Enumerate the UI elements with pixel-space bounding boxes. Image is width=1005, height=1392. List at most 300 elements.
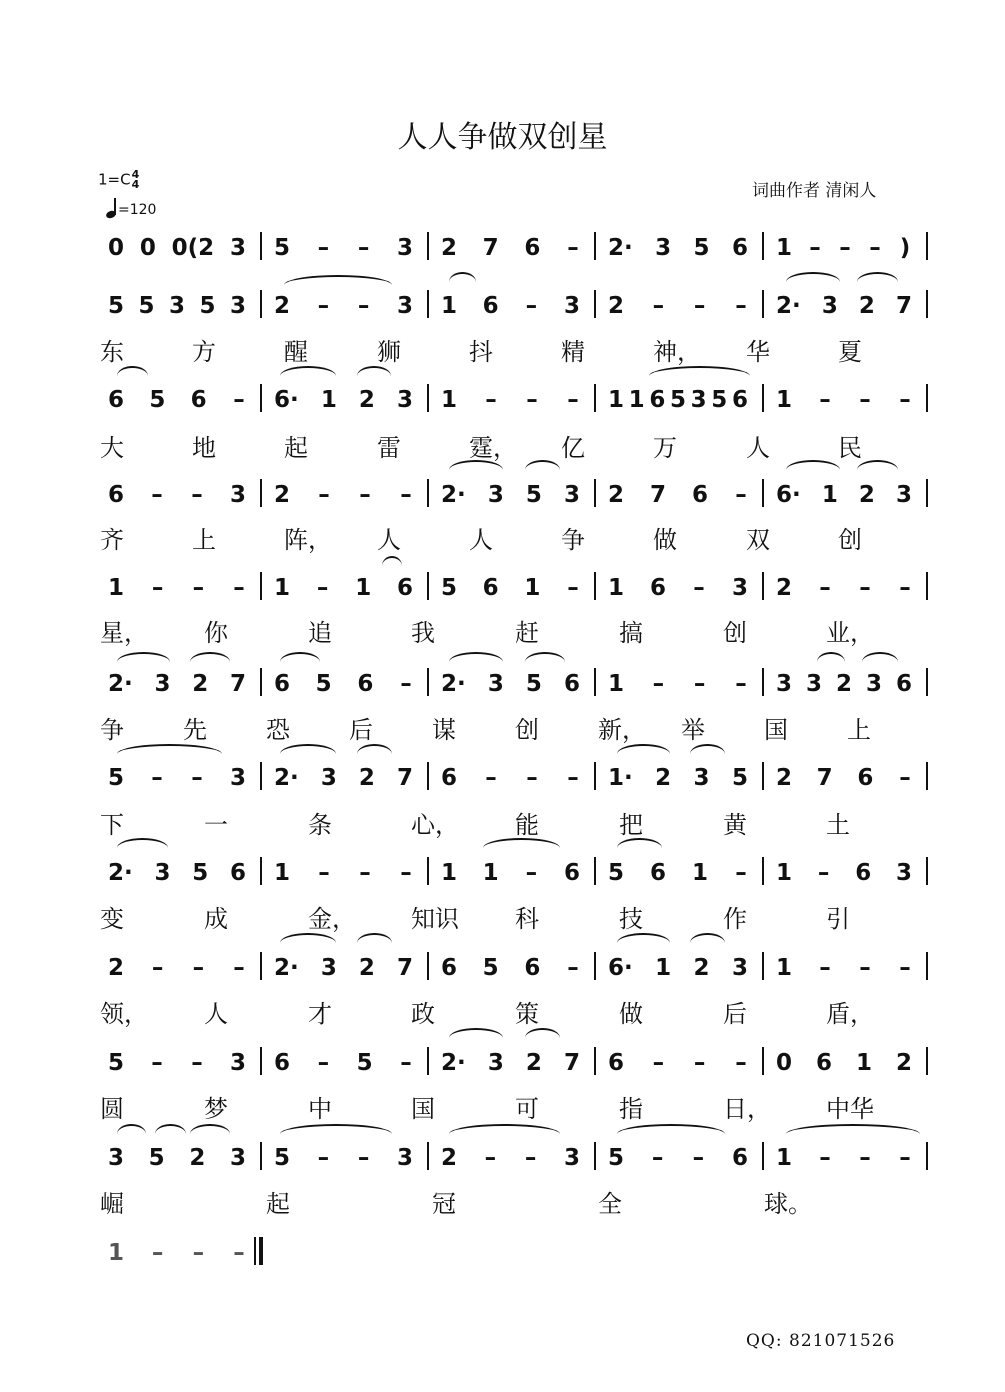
lyric-word: 方 bbox=[192, 338, 216, 366]
lyric-word: 心， bbox=[411, 811, 459, 839]
note: 1 bbox=[776, 860, 793, 886]
note: 1 bbox=[821, 482, 838, 508]
note: 1 bbox=[608, 575, 625, 601]
lyric-word: 全 bbox=[598, 1190, 622, 1218]
lyric-word: 变 bbox=[100, 905, 124, 933]
barline bbox=[594, 572, 596, 600]
note: 6 bbox=[563, 860, 580, 886]
note: 1· bbox=[608, 765, 633, 791]
measure bbox=[776, 568, 912, 608]
note: – bbox=[809, 235, 821, 261]
note: 3 bbox=[655, 235, 672, 261]
lyric-word: 引 bbox=[826, 905, 850, 933]
note: 6 bbox=[608, 1050, 625, 1076]
time-bottom: 4 bbox=[131, 178, 140, 191]
note: 2 bbox=[525, 1050, 542, 1076]
note: ) bbox=[899, 235, 911, 261]
note: 7 bbox=[650, 482, 667, 508]
lyric-word: 抖 bbox=[469, 338, 493, 366]
score-row bbox=[100, 1138, 940, 1178]
note: – bbox=[859, 1145, 871, 1171]
lyric-word: 圆 bbox=[100, 1095, 124, 1123]
slur-mark bbox=[357, 366, 391, 376]
measure bbox=[776, 664, 912, 704]
score-row bbox=[100, 475, 940, 515]
lyric-word: 雷 bbox=[377, 434, 401, 462]
note: – bbox=[735, 860, 747, 886]
slur-mark bbox=[284, 275, 392, 285]
slur-mark bbox=[786, 272, 840, 282]
lyric-word: 阵， bbox=[284, 526, 332, 554]
measure bbox=[274, 853, 413, 893]
barline bbox=[926, 290, 928, 318]
note: 6 bbox=[649, 387, 666, 413]
note: – bbox=[651, 1145, 664, 1171]
barline bbox=[762, 668, 764, 696]
slur-mark bbox=[117, 366, 148, 376]
note: 6 bbox=[396, 575, 413, 601]
note: 1 bbox=[441, 860, 458, 886]
note: 3 bbox=[320, 765, 337, 791]
note: 3 bbox=[563, 1145, 580, 1171]
note: 2 bbox=[776, 575, 793, 601]
note: – bbox=[151, 575, 164, 601]
barline bbox=[594, 1047, 596, 1075]
barline bbox=[427, 572, 429, 600]
lyrics-line bbox=[100, 1089, 940, 1121]
lyrics-line bbox=[100, 520, 940, 552]
note: – bbox=[693, 1050, 706, 1076]
note: – bbox=[567, 387, 579, 413]
lyric-word: 后 bbox=[723, 1000, 747, 1028]
note: 3 bbox=[487, 1050, 504, 1076]
note: – bbox=[233, 575, 245, 601]
note: 3 bbox=[320, 955, 337, 981]
note: 2 bbox=[358, 387, 375, 413]
note: – bbox=[735, 482, 747, 508]
note: – bbox=[233, 387, 245, 413]
note: – bbox=[899, 575, 911, 601]
note: – bbox=[819, 575, 831, 601]
note: 7 bbox=[396, 955, 413, 981]
note: 6 bbox=[692, 482, 709, 508]
score-row bbox=[100, 568, 940, 608]
note: 1 bbox=[776, 235, 793, 261]
note: 2 bbox=[358, 955, 375, 981]
measure bbox=[608, 475, 748, 515]
slur-mark bbox=[155, 1124, 186, 1134]
note: 3 bbox=[776, 671, 793, 697]
slur-mark bbox=[617, 1124, 725, 1134]
note: – bbox=[839, 235, 851, 261]
note: 3 bbox=[821, 293, 838, 319]
note: 5 bbox=[274, 235, 291, 261]
barline bbox=[762, 479, 764, 507]
barline bbox=[260, 668, 262, 696]
measure bbox=[441, 758, 580, 798]
note: 3 bbox=[229, 1145, 246, 1171]
slur-mark bbox=[280, 744, 336, 754]
measure bbox=[274, 475, 413, 515]
slur-mark bbox=[690, 744, 725, 754]
slur-mark bbox=[690, 933, 725, 943]
note: 3 bbox=[895, 860, 912, 886]
note: 3 bbox=[487, 671, 504, 697]
slur-mark bbox=[786, 1124, 920, 1134]
lyric-word: 地 bbox=[192, 434, 216, 462]
lyric-word: 做 bbox=[619, 1000, 643, 1028]
note: – bbox=[526, 387, 538, 413]
slur-mark bbox=[280, 652, 320, 662]
note: – bbox=[899, 765, 911, 791]
score-row bbox=[100, 380, 940, 420]
lyric-word: 梦 bbox=[204, 1095, 228, 1123]
note: – bbox=[484, 1145, 497, 1171]
note: 3 bbox=[693, 765, 710, 791]
note: 5 bbox=[356, 1050, 373, 1076]
measure bbox=[776, 758, 912, 798]
note: 5 bbox=[192, 860, 209, 886]
note: – bbox=[859, 387, 871, 413]
note: 2· bbox=[108, 671, 133, 697]
note: 2 bbox=[274, 293, 291, 319]
slur-mark bbox=[649, 366, 750, 376]
measure bbox=[608, 853, 748, 893]
lyric-word: 作 bbox=[723, 905, 747, 933]
note: 5 bbox=[138, 293, 155, 319]
note: 5 bbox=[669, 387, 686, 413]
slur-mark bbox=[525, 460, 560, 470]
barline bbox=[594, 1142, 596, 1170]
lyric-word: 后 bbox=[349, 716, 373, 744]
measure bbox=[441, 948, 580, 988]
note: – bbox=[233, 1240, 245, 1266]
lyric-word: 金， bbox=[308, 905, 356, 933]
lyric-word: 上 bbox=[192, 526, 216, 554]
note: – bbox=[192, 955, 205, 981]
barline bbox=[926, 232, 928, 260]
note: 6 bbox=[731, 1145, 748, 1171]
measure bbox=[608, 228, 748, 268]
lyric-word: 上 bbox=[847, 716, 871, 744]
note: – bbox=[400, 860, 412, 886]
note: 6 bbox=[524, 235, 541, 261]
slur-mark bbox=[449, 652, 503, 662]
note: – bbox=[317, 1050, 330, 1076]
lyric-word: 创 bbox=[515, 716, 539, 744]
lyric-word: 科 bbox=[515, 905, 539, 933]
barline bbox=[594, 384, 596, 412]
measure bbox=[274, 664, 413, 704]
lyric-word: 政 bbox=[411, 1000, 435, 1028]
note: 5 bbox=[525, 482, 542, 508]
note: – bbox=[899, 1145, 911, 1171]
measure bbox=[108, 1233, 246, 1273]
note: – bbox=[151, 765, 163, 791]
note: – bbox=[735, 1050, 747, 1076]
note: 5 bbox=[315, 671, 332, 697]
measure bbox=[108, 1138, 246, 1178]
note: 6 bbox=[731, 235, 748, 261]
lyric-word: 土 bbox=[826, 811, 850, 839]
note: 6 bbox=[229, 860, 246, 886]
note: 2 bbox=[189, 1145, 206, 1171]
barline bbox=[260, 1142, 262, 1170]
final-barline-thick bbox=[259, 1237, 263, 1265]
note: – bbox=[400, 671, 412, 697]
measure bbox=[608, 758, 748, 798]
lyric-word: 醒 bbox=[284, 338, 308, 366]
slur-mark bbox=[449, 1028, 503, 1038]
note: – bbox=[567, 575, 579, 601]
lyric-word: 起 bbox=[266, 1190, 290, 1218]
barline bbox=[594, 479, 596, 507]
measure bbox=[274, 1138, 413, 1178]
barline bbox=[926, 762, 928, 790]
measure bbox=[441, 286, 580, 326]
barline bbox=[260, 479, 262, 507]
barline bbox=[926, 1047, 928, 1075]
note: – bbox=[652, 671, 665, 697]
barline bbox=[260, 1047, 262, 1075]
score-row bbox=[100, 664, 940, 704]
measure bbox=[108, 948, 246, 988]
note: 7 bbox=[816, 765, 833, 791]
note: 2· bbox=[776, 293, 801, 319]
note: – bbox=[318, 860, 330, 886]
barline bbox=[762, 1047, 764, 1075]
note: – bbox=[357, 235, 370, 261]
note: 7 bbox=[229, 671, 246, 697]
note: – bbox=[317, 235, 330, 261]
score-row bbox=[100, 758, 940, 798]
measure bbox=[108, 664, 246, 704]
lyric-word: 领， bbox=[100, 1000, 148, 1028]
note: 5 bbox=[525, 671, 542, 697]
qq-contact: QQ: 821071526 bbox=[746, 1331, 896, 1351]
barline bbox=[762, 952, 764, 980]
barline bbox=[260, 762, 262, 790]
note: 6 bbox=[441, 955, 458, 981]
note: 6 bbox=[895, 671, 912, 697]
measure bbox=[108, 568, 246, 608]
time-top: 4 bbox=[131, 168, 140, 181]
note: – bbox=[819, 387, 831, 413]
slur-mark bbox=[525, 652, 565, 662]
note: 0 bbox=[108, 235, 125, 261]
lyric-word: 技 bbox=[619, 905, 643, 933]
note: 2 bbox=[835, 671, 852, 697]
note: 6· bbox=[776, 482, 801, 508]
lyric-word: 国 bbox=[764, 716, 788, 744]
note: 3 bbox=[396, 293, 413, 319]
note: 1 bbox=[776, 387, 793, 413]
slur-mark bbox=[617, 744, 670, 754]
note: – bbox=[735, 671, 747, 697]
note: 2· bbox=[441, 671, 466, 697]
note: 5 bbox=[608, 1145, 625, 1171]
note: 6 bbox=[482, 293, 499, 319]
note: 2· bbox=[441, 1050, 466, 1076]
measure bbox=[441, 228, 580, 268]
note: – bbox=[316, 575, 329, 601]
note: 3 bbox=[865, 671, 882, 697]
note: 2 bbox=[776, 765, 793, 791]
slur-mark bbox=[862, 652, 898, 662]
barline bbox=[427, 762, 429, 790]
note: 6 bbox=[857, 765, 874, 791]
score-row bbox=[100, 853, 940, 893]
lyric-word: 才 bbox=[308, 1000, 332, 1028]
slur-mark bbox=[190, 1124, 230, 1134]
note: 6 bbox=[108, 482, 125, 508]
barline bbox=[926, 857, 928, 885]
note: 6· bbox=[274, 387, 299, 413]
barline bbox=[762, 1142, 764, 1170]
note: 2 bbox=[655, 765, 672, 791]
lyric-word: 争 bbox=[100, 716, 124, 744]
lyric-word: 我 bbox=[411, 619, 435, 647]
note: 2 bbox=[693, 955, 710, 981]
note: – bbox=[693, 671, 706, 697]
note: 6· bbox=[608, 955, 633, 981]
slur-mark bbox=[786, 460, 840, 470]
slur-mark bbox=[857, 272, 898, 282]
note: 3 bbox=[108, 1145, 125, 1171]
note: – bbox=[524, 1145, 537, 1171]
note: 2· bbox=[274, 955, 299, 981]
note: – bbox=[359, 860, 371, 886]
note: – bbox=[317, 1145, 330, 1171]
barline bbox=[427, 1142, 429, 1170]
measure bbox=[608, 948, 748, 988]
measure bbox=[608, 286, 748, 326]
lyrics-line bbox=[100, 994, 940, 1026]
note: – bbox=[233, 955, 245, 981]
note: 6 bbox=[815, 1050, 832, 1076]
note: 5 bbox=[108, 765, 125, 791]
lyric-word: 指 bbox=[619, 1095, 643, 1123]
note: 1 bbox=[274, 575, 291, 601]
note: 5 bbox=[711, 387, 728, 413]
slur-mark bbox=[449, 1124, 560, 1134]
lyric-word: 夏 bbox=[838, 338, 862, 366]
note: 3 bbox=[895, 482, 912, 508]
note: 2 bbox=[895, 1050, 912, 1076]
note: 3 bbox=[563, 293, 580, 319]
note: 2 bbox=[274, 482, 291, 508]
note: – bbox=[151, 1050, 163, 1076]
measure bbox=[776, 853, 912, 893]
note: – bbox=[525, 860, 538, 886]
note: 3 bbox=[805, 671, 822, 697]
measure bbox=[441, 568, 580, 608]
note: 1 bbox=[355, 575, 372, 601]
measure bbox=[108, 286, 246, 326]
note: – bbox=[899, 387, 911, 413]
note: – bbox=[692, 1145, 705, 1171]
lyric-word: 日， bbox=[723, 1095, 771, 1123]
measure bbox=[274, 758, 413, 798]
lyric-word: 下 bbox=[100, 811, 124, 839]
lyric-word: 知识 bbox=[411, 905, 459, 933]
note: – bbox=[819, 1145, 831, 1171]
barline bbox=[427, 290, 429, 318]
note: 2 bbox=[108, 955, 125, 981]
note: – bbox=[652, 1050, 665, 1076]
note: 5 bbox=[199, 293, 216, 319]
lyric-word: 成 bbox=[204, 905, 228, 933]
barline bbox=[260, 290, 262, 318]
measure bbox=[274, 286, 413, 326]
song-title: 人人争做双创星 bbox=[397, 120, 608, 155]
score-row bbox=[100, 286, 940, 326]
note: – bbox=[819, 955, 831, 981]
measure bbox=[441, 1138, 580, 1178]
score-row bbox=[100, 1233, 940, 1273]
note: 3 bbox=[690, 387, 707, 413]
note: – bbox=[485, 387, 497, 413]
lyric-word: 把 bbox=[619, 811, 643, 839]
note: 6 bbox=[650, 575, 667, 601]
note: 3 bbox=[487, 482, 504, 508]
note: 1 bbox=[628, 387, 645, 413]
slur-mark bbox=[449, 272, 476, 282]
barline bbox=[762, 290, 764, 318]
tempo-value: =120 bbox=[118, 202, 157, 218]
note: – bbox=[192, 575, 205, 601]
barline bbox=[427, 384, 429, 412]
note: 6 bbox=[731, 387, 748, 413]
note: 7 bbox=[563, 1050, 580, 1076]
author-credit: 词曲作者 清闲人 bbox=[752, 181, 877, 201]
note: 6 bbox=[855, 860, 872, 886]
slur-mark bbox=[280, 933, 336, 943]
score-row bbox=[100, 228, 940, 268]
note: – bbox=[859, 575, 871, 601]
barline bbox=[762, 384, 764, 412]
lyric-word: 追 bbox=[308, 619, 332, 647]
note: – bbox=[693, 293, 706, 319]
barline bbox=[762, 857, 764, 885]
note: 5 bbox=[482, 955, 499, 981]
measure bbox=[776, 475, 912, 515]
note: – bbox=[859, 955, 871, 981]
lyric-word: 亿 bbox=[561, 434, 585, 462]
note: 1 bbox=[108, 1240, 125, 1266]
note: 2 bbox=[441, 1145, 458, 1171]
note: 7 bbox=[482, 235, 499, 261]
measure bbox=[441, 664, 580, 704]
measure bbox=[274, 228, 413, 268]
note: – bbox=[567, 955, 579, 981]
note: 6 bbox=[441, 765, 458, 791]
note: 3 bbox=[229, 293, 246, 319]
note: 2 bbox=[608, 482, 625, 508]
lyric-word: 人 bbox=[377, 526, 401, 554]
barline bbox=[427, 479, 429, 507]
barline bbox=[427, 952, 429, 980]
measure bbox=[776, 948, 912, 988]
note: 6 bbox=[108, 387, 125, 413]
note: – bbox=[526, 765, 538, 791]
note: 2· bbox=[108, 860, 133, 886]
measure bbox=[108, 758, 246, 798]
barline bbox=[427, 668, 429, 696]
measure bbox=[108, 228, 246, 268]
barline bbox=[427, 232, 429, 260]
lyric-word: 策 bbox=[515, 1000, 539, 1028]
